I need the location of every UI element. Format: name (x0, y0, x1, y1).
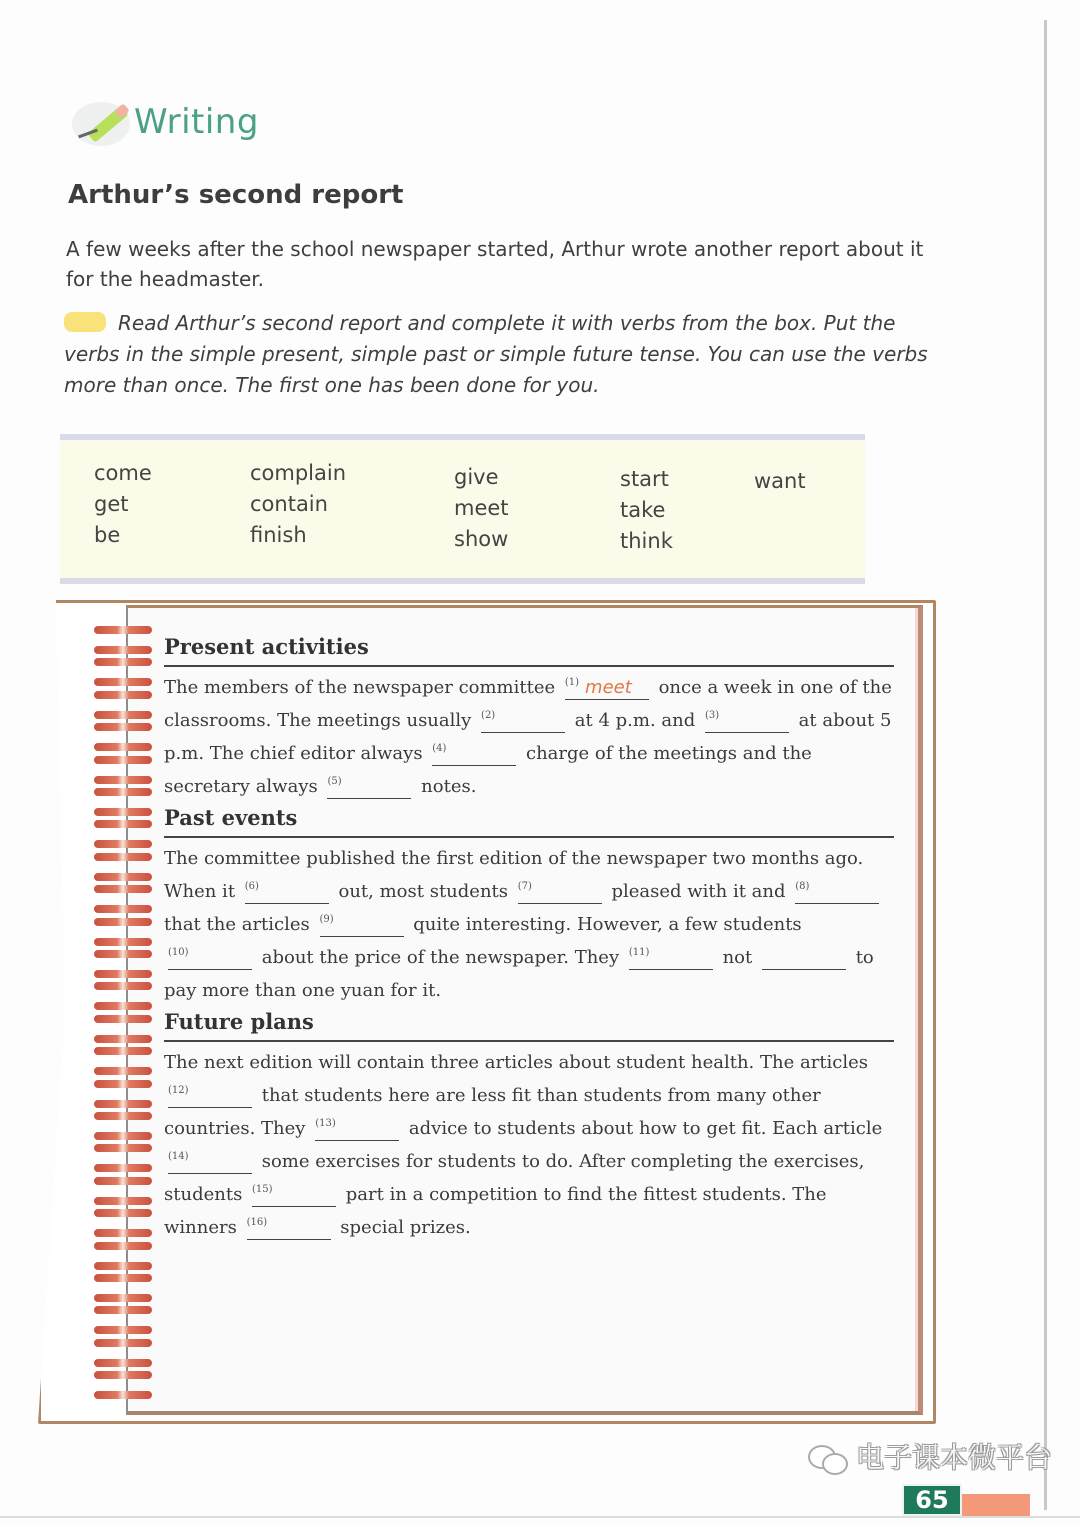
blank-number: (6) (244, 881, 259, 892)
document-title: Arthur’s second report (68, 180, 404, 210)
spiral-ring (94, 1164, 152, 1172)
spiral-ring (94, 646, 152, 654)
answer-blank[interactable] (168, 1085, 252, 1108)
verb-item: meet (454, 496, 509, 520)
spiral-ring (94, 626, 152, 634)
spiral-ring (94, 756, 152, 764)
paragraph-text: at about 5 p.m. The chief editor always (164, 710, 892, 764)
verb-item: take (620, 498, 666, 522)
spiral-ring (94, 711, 152, 719)
spiral-ring (94, 1067, 152, 1075)
answer-blank[interactable] (245, 881, 329, 904)
spiral-ring (94, 1371, 152, 1379)
spiral-ring (94, 1015, 152, 1023)
answer-blank[interactable] (518, 881, 602, 904)
spiral-ring (94, 982, 152, 990)
spiral-ring (94, 658, 152, 666)
paragraph-text: that the articles (164, 914, 316, 935)
example-answer: meet (585, 677, 632, 698)
answer-blank[interactable] (705, 710, 789, 733)
spiral-ring (94, 1035, 152, 1043)
spiral-ring (94, 970, 152, 978)
spiral-ring (94, 918, 152, 926)
spiral-ring (94, 1274, 152, 1282)
paragraph-text: that students here are less fit than students from many other countries. They (164, 1085, 821, 1139)
verb-item: get (94, 492, 129, 516)
paragraph-text: quite interesting. However, a few students (407, 914, 802, 935)
page-number: 65 (902, 1484, 962, 1516)
report-section (164, 805, 894, 1007)
paragraph-text: The members of the newspaper committee (164, 677, 561, 698)
paragraph-text: to pay more than one yuan for it. (164, 947, 874, 1001)
answer-blank[interactable] (565, 677, 649, 700)
spiral-ring (94, 840, 152, 848)
section-paragraph (164, 842, 894, 1007)
spiral-ring (94, 905, 152, 913)
spiral-ring (94, 853, 152, 861)
answer-blank[interactable] (320, 914, 404, 937)
answer-blank[interactable] (432, 743, 516, 766)
verb-box (60, 434, 865, 584)
spiral-ring (94, 808, 152, 816)
spiral-ring (94, 1339, 152, 1347)
watermark-text: 电子课本微平台 (856, 1441, 1053, 1474)
paragraph-text: about the price of the newspaper. They (256, 947, 625, 968)
verb-column (94, 458, 152, 551)
spiral-ring (94, 873, 152, 881)
blank-number: (2) (481, 710, 496, 721)
notebook (38, 600, 930, 1418)
answer-blank[interactable] (481, 710, 565, 733)
page-bottom-edge (0, 1516, 1080, 1518)
spiral-ring (94, 1209, 152, 1217)
verb-column (454, 462, 509, 555)
spiral-ring (94, 743, 152, 751)
section-paragraph (164, 1046, 894, 1244)
spiral-ring (94, 938, 152, 946)
answer-blank[interactable] (629, 947, 713, 970)
verb-item: start (620, 467, 669, 491)
verb-item: finish (250, 523, 307, 547)
spiral-ring (94, 691, 152, 699)
blank-number: (13) (315, 1118, 336, 1129)
verb-item: give (454, 465, 499, 489)
verb-item: think (620, 529, 673, 553)
spiral-ring (94, 950, 152, 958)
intro-text: A few weeks after the school newspaper started, Arthur wrote another report about it for the headmaster. (66, 237, 924, 291)
verb-column (250, 458, 346, 551)
verb-item: be (94, 523, 121, 547)
blank-number: (10) (168, 947, 189, 958)
spiral-ring (94, 788, 152, 796)
section-heading: Future plans (164, 1009, 894, 1042)
answer-blank[interactable] (247, 1217, 331, 1240)
verb-item: come (94, 461, 152, 485)
spiral-ring (94, 820, 152, 828)
verb-item: show (454, 527, 509, 551)
answer-blank[interactable] (168, 947, 252, 970)
spiral-ring (94, 1229, 152, 1237)
blank-number: (11) (628, 947, 650, 958)
section-header (72, 92, 259, 152)
paragraph-text: out, most students (332, 881, 514, 902)
paragraph-text: The next edition will contain three articles about student health. The articles (164, 1052, 869, 1073)
blank-number: (12) (168, 1085, 189, 1096)
paragraph-text: The committee published the first edition of the newspaper two months ago. When it (164, 848, 864, 902)
page-edge (1044, 20, 1047, 1510)
spiral-ring (94, 678, 152, 686)
pencil-icon (72, 96, 132, 148)
answer-blank[interactable] (762, 947, 846, 970)
verb-item: complain (250, 461, 347, 485)
blank-number: (9) (319, 914, 334, 925)
paragraph-text: notes. (415, 776, 477, 797)
spiral-ring (94, 1242, 152, 1250)
verb-column (754, 466, 806, 497)
spiral-ring (94, 1080, 152, 1088)
spiral-ring (94, 1391, 152, 1399)
spiral-ring (94, 1100, 152, 1108)
spiral-ring (94, 1002, 152, 1010)
section-title: Writing (134, 102, 259, 142)
spiral-ring (94, 1262, 152, 1270)
verb-column (620, 464, 673, 557)
blank-number: (7) (517, 881, 532, 892)
spiral-ring (94, 1112, 152, 1120)
blank-number: (4) (432, 743, 447, 754)
paragraph-text: charge of the meetings and the secretary always (164, 743, 812, 797)
spiral-ring (94, 1359, 152, 1367)
spiral-ring (94, 1132, 152, 1140)
spiral-ring (94, 885, 152, 893)
answer-blank[interactable] (168, 1151, 252, 1174)
verb-item: want (754, 469, 806, 493)
report-section (164, 634, 894, 803)
blank-number: (1) (564, 677, 580, 688)
blank-number: (3) (704, 710, 720, 721)
spiral-ring (94, 1197, 152, 1205)
spiral-ring (94, 1326, 152, 1334)
section-heading: Past events (164, 805, 894, 838)
wechat-icon (808, 1443, 848, 1473)
blank-number: (8) (795, 881, 810, 892)
paragraph-text: not (716, 947, 758, 968)
paragraph-text: special prizes. (334, 1217, 471, 1238)
report-content (164, 634, 894, 1246)
paragraph-text: at 4 p.m. and (569, 710, 701, 731)
blank-number: (16) (246, 1217, 268, 1228)
spiral-ring (94, 1306, 152, 1314)
paragraph-text: once a week in one of the classrooms. The meetings usually (164, 677, 892, 731)
instruction (64, 308, 934, 401)
watermark (808, 1440, 1052, 1476)
blank-number: (14) (168, 1151, 189, 1162)
answer-blank[interactable] (795, 881, 879, 904)
spiral-ring (94, 723, 152, 731)
report-section (164, 1009, 894, 1244)
answer-blank[interactable] (327, 776, 411, 799)
answer-blank[interactable] (315, 1118, 399, 1141)
spiral-ring (94, 1294, 152, 1302)
section-heading: Present activities (164, 634, 894, 667)
spiral-ring (94, 1047, 152, 1055)
instruction-marker-icon (64, 312, 106, 332)
spiral-ring (94, 776, 152, 784)
spiral-ring (94, 1144, 152, 1152)
blank-number: (15) (252, 1184, 273, 1195)
paragraph-text: advice to students about how to get fit. Each article (403, 1118, 883, 1139)
paragraph-text: some exercises for students to do. After completing the exercises, students (164, 1151, 865, 1205)
blank-number: (5) (327, 776, 342, 787)
spiral-ring (94, 1177, 152, 1185)
instruction-text: Read Arthur’s second report and complete it with verbs from the box. Put the verbs in the simple present, simple past or simple future tense. You can use the verbs more than once. The first one has been done for you. (64, 311, 928, 397)
answer-blank[interactable] (252, 1184, 336, 1207)
paragraph-text: pleased with it and (605, 881, 792, 902)
paragraph-text: part in a competition to find the fittest students. The winners (164, 1184, 827, 1238)
verb-item: contain (250, 492, 328, 516)
section-paragraph (164, 671, 894, 803)
